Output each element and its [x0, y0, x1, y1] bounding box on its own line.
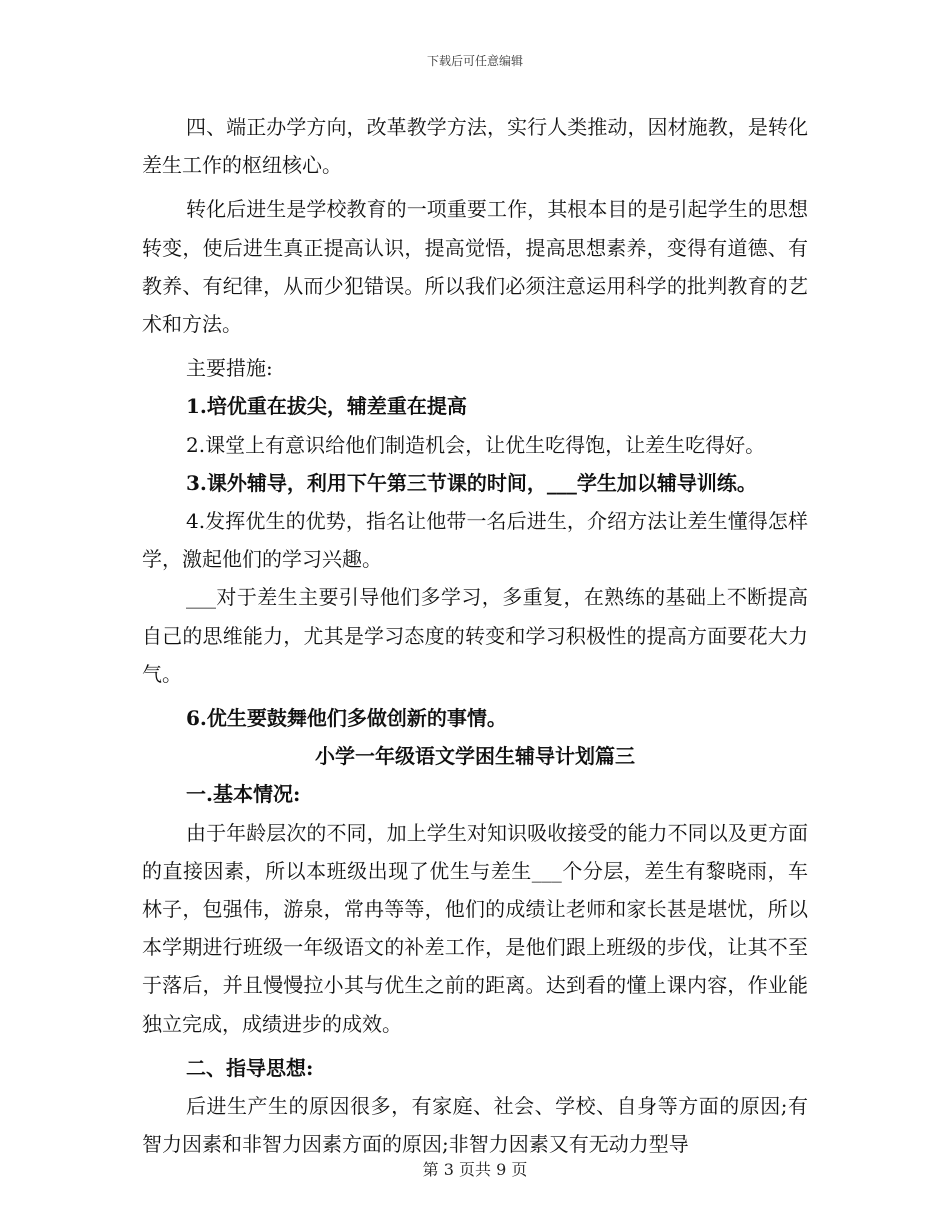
paragraph-main-measures: 主要措施:: [186, 356, 273, 381]
measure-1: 1.培优重在拔尖，辅差重在提高: [186, 394, 467, 419]
heading-guiding-ideology: 二、指导思想:: [186, 1055, 314, 1080]
measure-6: 6.优生要鼓舞他们多做创新的事情。: [186, 706, 507, 731]
paragraph-reform-direction: 四、端正办学方向，改革教学方法，实行人类推动，因材施教，是转化差生工作的枢纽核心。: [142, 115, 808, 178]
measure-3: 3.课外辅导，利用下午第三节课的时间，___学生加以辅导训练。: [186, 470, 757, 495]
paragraph-transform-students: 转化后进生是学校教育的一项重要工作，其根本目的是引起学生的思想转变，使后进生真正提高认识，提高觉悟，提高思想素养，变得有道德、有教养、有纪律，从而少犯错误。所以我们必须注意运用科学的批判教育的艺术和方法。: [142, 197, 808, 337]
page-header: 下载后可任意编辑: [426, 54, 523, 68]
page-footer: 第 3 页共 9 页: [422, 1160, 528, 1179]
measure-2: 2.课堂上有意识给他们制造机会，让优生吃得饱，让差生吃得好。: [186, 432, 766, 457]
section-title: 小学一年级语文学困生辅导计划篇三: [315, 744, 635, 769]
measure-4: 4.发挥优生的优势，指名让他带一名后进生，介绍方法让差生懂得怎样学，激起他们的学习兴趣。: [142, 509, 808, 572]
heading-basic-situation: 一.基本情况:: [186, 782, 301, 807]
document-body: [142, 108, 808, 1163]
paragraph-guiding-ideology: 后进生产生的原因很多，有家庭、社会、学校、自身等方面的原因;有智力因素和非智力因素方面的原因;非智力因素又有无动力型导: [142, 1094, 808, 1157]
measure-5: ___对于差生主要引导他们多学习，多重复，在熟练的基础上不断提高自己的思维能力，尤其是学习态度的转变和学习积极性的提高方面要花大力气。: [142, 585, 808, 686]
paragraph-basic-situation: 由于年龄层次的不同，加上学生对知识吸收接受的能力不同以及更方面的直接因素，所以本班级出现了优生与差生___个分层，差生有黎晓雨，车林子，包强伟，游泉，常冉等等，他们的成绩让老师和家长甚是堪忧，所以本学期进行班级一年级语文的补差工作，是他们跟上班级的步伐，让其不至于落后，并且慢慢拉小其与优生之前的距离。达到看的懂上课内容，作业能独立完成，成绩进步的成效。: [142, 820, 808, 1036]
